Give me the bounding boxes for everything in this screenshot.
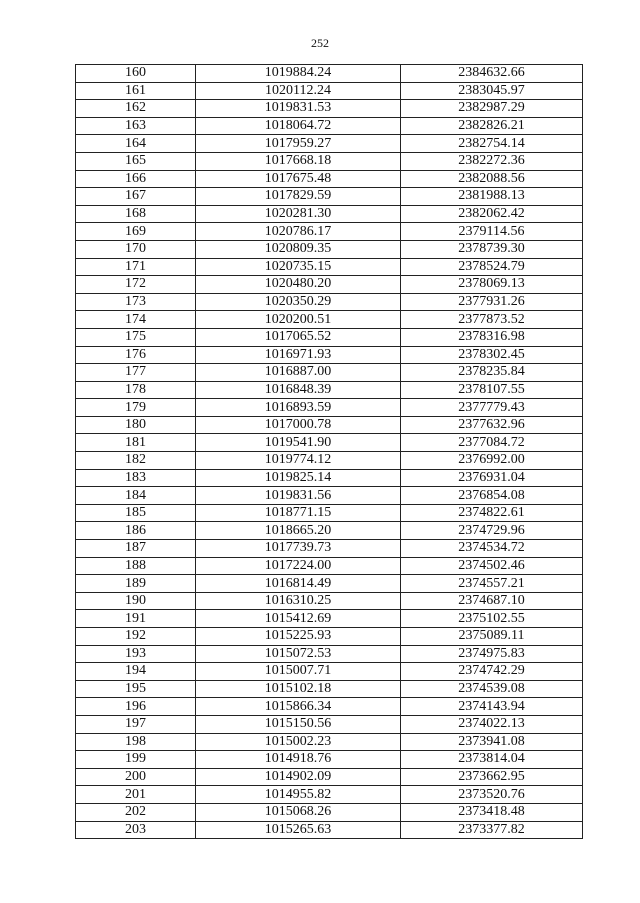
point-number-cell: 191: [76, 610, 196, 628]
point-number-cell: 199: [76, 751, 196, 769]
point-number-cell: 175: [76, 328, 196, 346]
x-coordinate-cell: 1019774.12: [196, 452, 401, 470]
y-coordinate-cell: 2378107.55: [401, 381, 583, 399]
table-row: [76, 698, 583, 716]
point-number-cell: 202: [76, 803, 196, 821]
x-coordinate-cell: 1016814.49: [196, 575, 401, 593]
point-number-cell: 197: [76, 715, 196, 733]
table-row: [76, 434, 583, 452]
table-row: [76, 821, 583, 839]
point-number-cell: 195: [76, 680, 196, 698]
table-row: [76, 258, 583, 276]
table-row: [76, 575, 583, 593]
y-coordinate-cell: 2376854.08: [401, 487, 583, 505]
x-coordinate-cell: 1015150.56: [196, 715, 401, 733]
table-row: [76, 416, 583, 434]
point-number-cell: 166: [76, 170, 196, 188]
table-row: [76, 205, 583, 223]
x-coordinate-cell: 1015225.93: [196, 628, 401, 646]
x-coordinate-cell: 1017000.78: [196, 416, 401, 434]
point-number-cell: 177: [76, 364, 196, 382]
point-number-cell: 173: [76, 293, 196, 311]
x-coordinate-cell: 1018064.72: [196, 117, 401, 135]
table-row: [76, 504, 583, 522]
point-number-cell: 186: [76, 522, 196, 540]
x-coordinate-cell: 1016310.25: [196, 592, 401, 610]
table-row: [76, 786, 583, 804]
point-number-cell: 170: [76, 240, 196, 258]
y-coordinate-cell: 2374742.29: [401, 663, 583, 681]
x-coordinate-cell: 1020786.17: [196, 223, 401, 241]
y-coordinate-cell: 2382272.36: [401, 152, 583, 170]
point-number-cell: 196: [76, 698, 196, 716]
y-coordinate-cell: 2378302.45: [401, 346, 583, 364]
point-number-cell: 192: [76, 628, 196, 646]
y-coordinate-cell: 2377084.72: [401, 434, 583, 452]
y-coordinate-cell: 2374502.46: [401, 557, 583, 575]
x-coordinate-cell: 1020350.29: [196, 293, 401, 311]
y-coordinate-cell: 2373418.48: [401, 803, 583, 821]
x-coordinate-cell: 1015102.18: [196, 680, 401, 698]
table-row: [76, 346, 583, 364]
table-row: [76, 768, 583, 786]
x-coordinate-cell: 1017959.27: [196, 135, 401, 153]
point-number-cell: 163: [76, 117, 196, 135]
y-coordinate-cell: 2382987.29: [401, 100, 583, 118]
x-coordinate-cell: 1018665.20: [196, 522, 401, 540]
y-coordinate-cell: 2373814.04: [401, 751, 583, 769]
table-row: [76, 751, 583, 769]
y-coordinate-cell: 2374687.10: [401, 592, 583, 610]
x-coordinate-cell: 1014955.82: [196, 786, 401, 804]
y-coordinate-cell: 2376931.04: [401, 469, 583, 487]
table-row: [76, 100, 583, 118]
point-number-cell: 189: [76, 575, 196, 593]
point-number-cell: 161: [76, 82, 196, 100]
x-coordinate-cell: 1015412.69: [196, 610, 401, 628]
y-coordinate-cell: 2374143.94: [401, 698, 583, 716]
y-coordinate-cell: 2377873.52: [401, 311, 583, 329]
y-coordinate-cell: 2382826.21: [401, 117, 583, 135]
x-coordinate-cell: 1020281.30: [196, 205, 401, 223]
x-coordinate-cell: 1019825.14: [196, 469, 401, 487]
table-row: [76, 311, 583, 329]
point-number-cell: 165: [76, 152, 196, 170]
point-number-cell: 160: [76, 65, 196, 83]
y-coordinate-cell: 2374539.08: [401, 680, 583, 698]
x-coordinate-cell: 1017668.18: [196, 152, 401, 170]
y-coordinate-cell: 2381988.13: [401, 188, 583, 206]
point-number-cell: 178: [76, 381, 196, 399]
x-coordinate-cell: 1016848.39: [196, 381, 401, 399]
table-row: [76, 557, 583, 575]
y-coordinate-cell: 2378524.79: [401, 258, 583, 276]
y-coordinate-cell: 2376992.00: [401, 452, 583, 470]
y-coordinate-cell: 2374022.13: [401, 715, 583, 733]
x-coordinate-cell: 1017829.59: [196, 188, 401, 206]
x-coordinate-cell: 1015007.71: [196, 663, 401, 681]
y-coordinate-cell: 2375102.55: [401, 610, 583, 628]
table-row: [76, 170, 583, 188]
point-number-cell: 171: [76, 258, 196, 276]
y-coordinate-cell: 2377779.43: [401, 399, 583, 417]
point-number-cell: 203: [76, 821, 196, 839]
y-coordinate-cell: 2374557.21: [401, 575, 583, 593]
x-coordinate-cell: 1020480.20: [196, 276, 401, 294]
point-number-cell: 193: [76, 645, 196, 663]
x-coordinate-cell: 1017739.73: [196, 540, 401, 558]
point-number-cell: 181: [76, 434, 196, 452]
x-coordinate-cell: 1017224.00: [196, 557, 401, 575]
y-coordinate-cell: 2374822.61: [401, 504, 583, 522]
x-coordinate-cell: 1020112.24: [196, 82, 401, 100]
coordinate-table: [75, 64, 583, 839]
x-coordinate-cell: 1015068.26: [196, 803, 401, 821]
y-coordinate-cell: 2374534.72: [401, 540, 583, 558]
x-coordinate-cell: 1020735.15: [196, 258, 401, 276]
point-number-cell: 172: [76, 276, 196, 294]
table-row: [76, 663, 583, 681]
table-row: [76, 487, 583, 505]
y-coordinate-cell: 2373377.82: [401, 821, 583, 839]
y-coordinate-cell: 2375089.11: [401, 628, 583, 646]
x-coordinate-cell: 1020200.51: [196, 311, 401, 329]
x-coordinate-cell: 1017065.52: [196, 328, 401, 346]
table-row: [76, 135, 583, 153]
table-row: [76, 399, 583, 417]
point-number-cell: 198: [76, 733, 196, 751]
y-coordinate-cell: 2382088.56: [401, 170, 583, 188]
y-coordinate-cell: 2378316.98: [401, 328, 583, 346]
y-coordinate-cell: 2373662.95: [401, 768, 583, 786]
table-row: [76, 65, 583, 83]
y-coordinate-cell: 2379114.56: [401, 223, 583, 241]
y-coordinate-cell: 2373520.76: [401, 786, 583, 804]
coordinate-table-body: [76, 65, 583, 839]
point-number-cell: 164: [76, 135, 196, 153]
point-number-cell: 182: [76, 452, 196, 470]
table-row: [76, 522, 583, 540]
table-row: [76, 715, 583, 733]
x-coordinate-cell: 1015072.53: [196, 645, 401, 663]
x-coordinate-cell: 1014902.09: [196, 768, 401, 786]
y-coordinate-cell: 2374975.83: [401, 645, 583, 663]
table-row: [76, 680, 583, 698]
x-coordinate-cell: 1016893.59: [196, 399, 401, 417]
point-number-cell: 184: [76, 487, 196, 505]
table-row: [76, 223, 583, 241]
x-coordinate-cell: 1016887.00: [196, 364, 401, 382]
x-coordinate-cell: 1018771.15: [196, 504, 401, 522]
x-coordinate-cell: 1019831.56: [196, 487, 401, 505]
y-coordinate-cell: 2378069.13: [401, 276, 583, 294]
y-coordinate-cell: 2377931.26: [401, 293, 583, 311]
y-coordinate-cell: 2378235.84: [401, 364, 583, 382]
point-number-cell: 180: [76, 416, 196, 434]
point-number-cell: 201: [76, 786, 196, 804]
table-row: [76, 82, 583, 100]
point-number-cell: 194: [76, 663, 196, 681]
table-row: [76, 803, 583, 821]
point-number-cell: 183: [76, 469, 196, 487]
x-coordinate-cell: 1020809.35: [196, 240, 401, 258]
table-row: [76, 293, 583, 311]
table-row: [76, 540, 583, 558]
y-coordinate-cell: 2374729.96: [401, 522, 583, 540]
table-row: [76, 733, 583, 751]
table-row: [76, 628, 583, 646]
x-coordinate-cell: 1015002.23: [196, 733, 401, 751]
point-number-cell: 167: [76, 188, 196, 206]
table-row: [76, 469, 583, 487]
y-coordinate-cell: 2383045.97: [401, 82, 583, 100]
point-number-cell: 174: [76, 311, 196, 329]
table-row: [76, 364, 583, 382]
x-coordinate-cell: 1019541.90: [196, 434, 401, 452]
table-row: [76, 452, 583, 470]
y-coordinate-cell: 2382754.14: [401, 135, 583, 153]
point-number-cell: 162: [76, 100, 196, 118]
x-coordinate-cell: 1016971.93: [196, 346, 401, 364]
x-coordinate-cell: 1015265.63: [196, 821, 401, 839]
table-row: [76, 610, 583, 628]
point-number-cell: 190: [76, 592, 196, 610]
point-number-cell: 200: [76, 768, 196, 786]
page-number: 252: [311, 36, 329, 50]
y-coordinate-cell: 2377632.96: [401, 416, 583, 434]
table-row: [76, 328, 583, 346]
point-number-cell: 168: [76, 205, 196, 223]
point-number-cell: 187: [76, 540, 196, 558]
point-number-cell: 179: [76, 399, 196, 417]
table-row: [76, 381, 583, 399]
y-coordinate-cell: 2378739.30: [401, 240, 583, 258]
point-number-cell: 169: [76, 223, 196, 241]
x-coordinate-cell: 1015866.34: [196, 698, 401, 716]
point-number-cell: 185: [76, 504, 196, 522]
table-row: [76, 240, 583, 258]
table-row: [76, 592, 583, 610]
point-number-cell: 188: [76, 557, 196, 575]
table-row: [76, 645, 583, 663]
table-row: [76, 276, 583, 294]
x-coordinate-cell: 1019884.24: [196, 65, 401, 83]
y-coordinate-cell: 2384632.66: [401, 65, 583, 83]
x-coordinate-cell: 1017675.48: [196, 170, 401, 188]
x-coordinate-cell: 1019831.53: [196, 100, 401, 118]
table-row: [76, 152, 583, 170]
table-row: [76, 117, 583, 135]
table-row: [76, 188, 583, 206]
y-coordinate-cell: 2382062.42: [401, 205, 583, 223]
y-coordinate-cell: 2373941.08: [401, 733, 583, 751]
x-coordinate-cell: 1014918.76: [196, 751, 401, 769]
point-number-cell: 176: [76, 346, 196, 364]
